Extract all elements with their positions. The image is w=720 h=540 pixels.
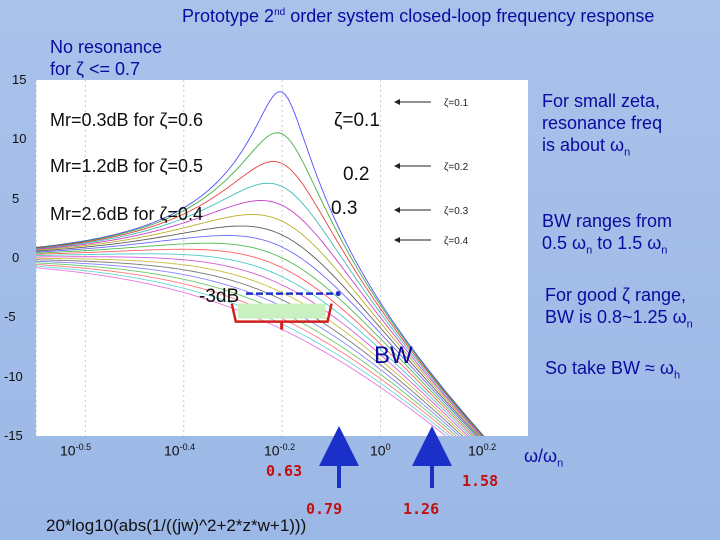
callout-label: ζ=0.4 — [444, 236, 469, 247]
title-part-2: order system closed-loop frequency response — [285, 6, 655, 26]
bw-range-sub1: n — [586, 244, 593, 257]
callout-label: ζ=0.1 — [444, 98, 469, 109]
minus-3db-end — [336, 291, 341, 296]
x-tick-exp: -0.2 — [279, 442, 296, 452]
small-zeta-note — [542, 90, 662, 164]
formula: 20*log10(abs(1/((jw)^2+2*z*w+1))) — [46, 516, 307, 535]
y-tick-label: 5 — [12, 190, 20, 206]
x-tick-exp: -0.5 — [75, 442, 92, 452]
bw-range-part2: to 1.5 ω — [592, 233, 662, 253]
x-tick-label — [164, 442, 195, 459]
no-resonance-line2: for ζ <= 0.7 — [50, 59, 140, 79]
minus-3db-label: -3dB — [199, 286, 240, 307]
x-tick-exp: -0.4 — [179, 442, 196, 452]
title-part: Prototype 2 — [182, 6, 275, 26]
small-zeta-text3: is about ω — [542, 135, 625, 155]
callout-label: ζ=0.3 — [444, 206, 469, 217]
callout-label: ζ=0.2 — [444, 162, 469, 173]
good-zeta-line1: For good ζ range, — [545, 285, 687, 305]
take-bw-text: So take BW ≈ ω — [545, 358, 674, 378]
x-tick-base: 10 — [468, 442, 484, 459]
callout-arrowhead — [394, 237, 400, 243]
good-zeta-sub: n — [686, 318, 693, 331]
response-curve-zeta-0.2 — [36, 161, 528, 436]
marker-063: 0.63 — [266, 462, 303, 480]
x-axis-label — [524, 446, 563, 470]
small-zeta-line3 — [542, 134, 662, 164]
marker-158: 1.58 — [462, 472, 499, 490]
plot-area — [36, 80, 528, 436]
zeta-03-label: 0.3 — [331, 198, 358, 219]
y-tick-label: 0 — [12, 250, 20, 265]
take-bw-note — [545, 358, 680, 382]
small-zeta-line2: resonance freq — [542, 113, 663, 133]
x-tick-label — [468, 442, 496, 459]
x-tick-exp: 0.2 — [483, 442, 497, 452]
take-bw-sub: h — [673, 369, 681, 382]
frequency-response-chart — [36, 80, 528, 436]
bw-range-part1: 0.5 ω — [542, 233, 587, 253]
mr-note-04: Mr=2.6dB for ζ=0.4 — [50, 204, 204, 224]
y-tick-label: -15 — [4, 428, 23, 443]
small-zeta-sub: n — [624, 146, 631, 159]
x-tick-exp: 0 — [385, 442, 391, 452]
y-tick-label: -10 — [4, 368, 23, 384]
callout-arrowhead — [394, 207, 400, 213]
bw-label: BW — [374, 342, 413, 369]
x-tick-label — [370, 442, 391, 459]
y-tick-label: 15 — [12, 72, 27, 87]
good-zeta-line2 — [545, 306, 693, 336]
x-tick-base: 10 — [264, 442, 280, 459]
marker-079: 0.79 — [306, 500, 343, 518]
x-tick-base: 10 — [60, 442, 76, 459]
small-zeta-line1: For small zeta, — [542, 91, 661, 111]
x-tick-label — [264, 442, 295, 459]
bw-range-sub2: n — [661, 244, 668, 257]
response-curve-zeta-0.1 — [36, 92, 528, 436]
x-tick-base: 10 — [164, 442, 180, 459]
no-resonance-note — [50, 36, 162, 80]
mr-note-05: Mr=1.2dB for ζ=0.5 — [50, 156, 204, 176]
mr-note-06: Mr=0.3dB for ζ=0.6 — [50, 110, 204, 130]
slide-title — [182, 6, 654, 27]
good-zeta-note — [545, 284, 693, 336]
bw-range-line2 — [542, 232, 672, 262]
bw-range-note — [542, 210, 672, 262]
x-axis-label-text: ω/ω — [524, 446, 558, 466]
callout-arrowhead — [394, 99, 400, 105]
y-tick-label: -5 — [4, 309, 16, 325]
x-tick-label — [60, 442, 91, 459]
y-tick-label: 10 — [12, 131, 27, 147]
zeta-01-label: ζ=0.1 — [334, 110, 380, 131]
good-zeta-text2: BW is 0.8~1.25 ω — [545, 307, 687, 327]
x-tick-base: 10 — [370, 442, 386, 459]
bw-fill — [238, 304, 326, 319]
no-resonance-line1: No resonance — [50, 37, 163, 57]
callout-arrowhead — [394, 163, 400, 169]
bw-range-line1: BW ranges from — [542, 211, 673, 231]
zeta-02-label: 0.2 — [343, 164, 370, 185]
title-sup: nd — [274, 7, 286, 18]
marker-126: 1.26 — [403, 500, 440, 518]
x-axis-label-sub: n — [557, 457, 564, 470]
